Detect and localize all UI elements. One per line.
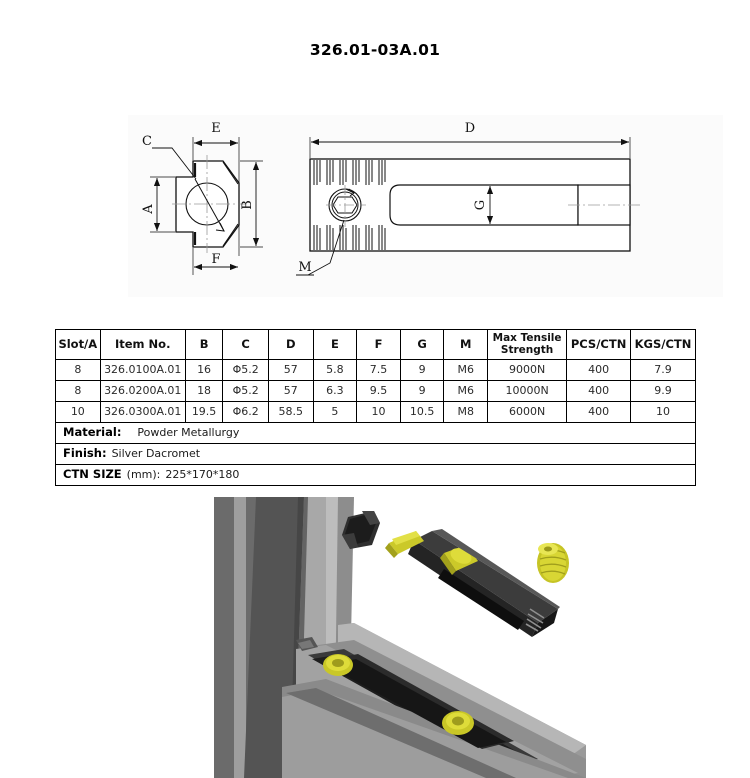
cell-slot-a: 8 [56, 381, 101, 402]
table-row [56, 402, 696, 423]
dim-label-c: C [142, 134, 152, 149]
cell-f: 10 [357, 402, 401, 423]
page-title: 326.01-03A.01 [309, 41, 441, 59]
cell-c: Φ5.2 [223, 360, 269, 381]
col-header-m: M [444, 330, 488, 360]
cell-c: Φ5.2 [223, 381, 269, 402]
col-header-max-tensile-strength [488, 330, 567, 360]
cell-g: 9 [400, 360, 444, 381]
cell-b: 19.5 [185, 402, 223, 423]
cell-m: M6 [444, 381, 488, 402]
cell-f: 9.5 [357, 381, 401, 402]
specification-table-container [55, 329, 696, 486]
set-screw-part [537, 543, 569, 583]
cell-slot-a: 8 [56, 360, 101, 381]
finish-value: Silver Dacromet [111, 447, 201, 461]
cell-m: M8 [444, 402, 488, 423]
dim-label-g: G [473, 199, 488, 211]
col-header-d: D [268, 330, 313, 360]
material-row [56, 423, 696, 444]
dim-label-d: D [464, 121, 476, 136]
cell-d: 57 [268, 381, 313, 402]
cell-m: M6 [444, 360, 488, 381]
finish-label: Finish: [63, 446, 107, 461]
col-header-g: G [400, 330, 444, 360]
cell-kgs-ctn: 7.9 [631, 360, 696, 381]
assembly-illustration-svg [186, 497, 586, 778]
cell-g: 9 [400, 381, 444, 402]
cell-slot-a: 10 [56, 402, 101, 423]
col-header-item-no: Item No. [100, 330, 185, 360]
ctn-size-label: CTN SIZE [63, 467, 122, 482]
cell-d: 58.5 [268, 402, 313, 423]
col-header-c: C [223, 330, 269, 360]
cell-pcs-ctn: 400 [567, 360, 631, 381]
cell-kgs-ctn: 9.9 [631, 381, 696, 402]
col-header-kgs-ctn: KGS/CTN [631, 330, 696, 360]
material-cell [56, 423, 696, 444]
material-label: Material: [63, 425, 122, 440]
cell-kgs-ctn: 10 [631, 402, 696, 423]
table-header-row [56, 330, 696, 360]
col-header-b: B [185, 330, 223, 360]
cell-d: 57 [268, 360, 313, 381]
technical-drawing-panel [128, 115, 723, 297]
cell-e: 5.8 [313, 360, 357, 381]
finish-row [56, 444, 696, 465]
cell-pcs-ctn: 400 [567, 402, 631, 423]
col-header-f: F [357, 330, 401, 360]
cell-max-tensile-strength: 10000N [488, 381, 567, 402]
dim-label-m: M [298, 260, 312, 275]
finish-cell [56, 444, 696, 465]
max-tensile-line2: Strength [500, 343, 554, 356]
cell-e: 6.3 [313, 381, 357, 402]
cell-g: 10.5 [400, 402, 444, 423]
cell-pcs-ctn: 400 [567, 381, 631, 402]
table-row [56, 381, 696, 402]
col-header-e: E [313, 330, 357, 360]
plan-view [296, 121, 640, 275]
connector-body-part [385, 529, 560, 637]
technical-drawing-svg [128, 115, 723, 297]
table-row [56, 360, 696, 381]
cell-item-no: 326.0100A.01 [100, 360, 185, 381]
dim-label-b: B [240, 200, 255, 210]
cell-item-no: 326.0200A.01 [100, 381, 185, 402]
cross-section-view [141, 121, 263, 275]
cell-e: 5 [313, 402, 357, 423]
specification-table [55, 329, 696, 486]
cell-c: Φ6.2 [223, 402, 269, 423]
cell-b: 16 [185, 360, 223, 381]
ctn-size-value: 225*170*180 [165, 468, 240, 482]
ctn-size-unit: (mm): [126, 468, 161, 482]
max-tensile-line1: Max Tensile [492, 332, 562, 345]
cell-max-tensile-strength: 6000N [488, 402, 567, 423]
ctn-size-cell [56, 465, 696, 486]
cell-item-no: 326.0300A.01 [100, 402, 185, 423]
dim-label-f: F [211, 252, 221, 267]
ctn-size-row [56, 465, 696, 486]
dim-label-e: E [211, 121, 221, 136]
material-value: Powder Metallurgy [137, 426, 240, 440]
cell-f: 7.5 [357, 360, 401, 381]
col-header-slot-a: Slot/A [56, 330, 101, 360]
exploded-assembly-illustration [186, 497, 586, 778]
cell-b: 18 [185, 381, 223, 402]
cell-max-tensile-strength: 9000N [488, 360, 567, 381]
col-header-pcs-ctn: PCS/CTN [567, 330, 631, 360]
dim-label-a: A [141, 204, 156, 214]
